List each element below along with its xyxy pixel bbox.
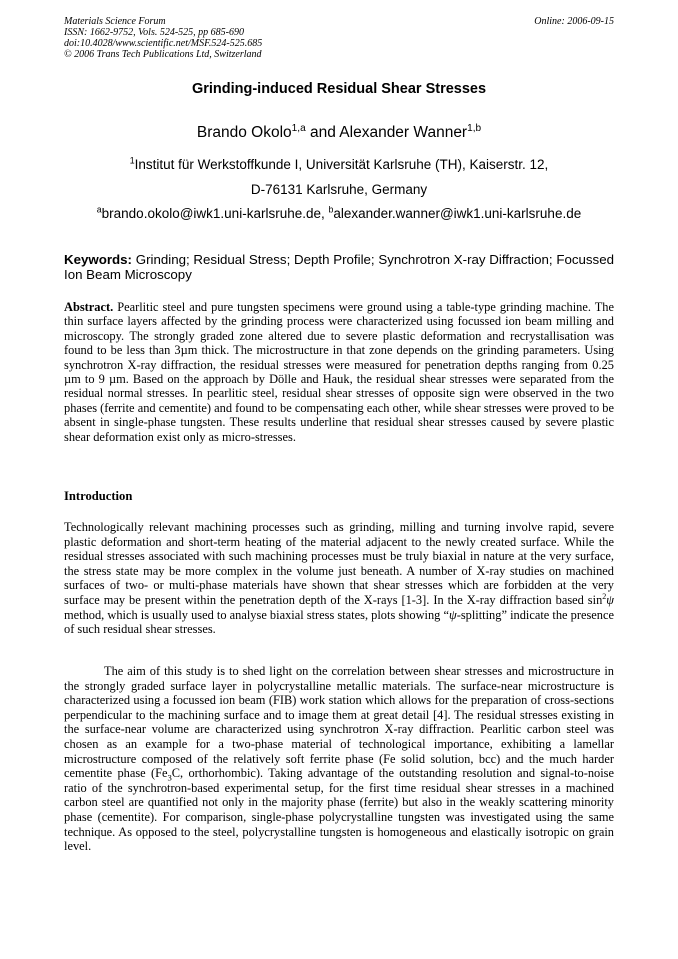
intro-p1-sup: 2 (602, 591, 607, 601)
email-mark-b: b (328, 204, 334, 215)
intro-paragraph-1 (64, 520, 614, 637)
journal-name: Materials Science Forum (64, 16, 166, 27)
paper-title: Grinding-induced Residual Shear Stresses (191, 81, 487, 97)
intro-p2-sub: 3 (167, 772, 172, 783)
intro-paragraph-2 (64, 664, 614, 854)
affiliation-mark: 1 (129, 155, 135, 166)
author-2: Alexander Wanner (339, 124, 468, 141)
intro-p1-text-b: method, which is usually used to analyse biaxial stress states, plots showing “ (64, 607, 449, 622)
email-mark-a: a (96, 204, 102, 215)
email-b: alexander.wanner@iwk1.uni-karlsruhe.de (333, 206, 582, 221)
journal-copyright: © 2006 Trans Tech Publications Ltd, Switzerland (64, 49, 262, 60)
author-conjunction: and (305, 124, 340, 141)
abstract-text: Pearlitic steel and pure tungsten specimens were ground using a table-type grinding machine. The thin surface layers affected by the grinding process were characterized using focussed ion beam milling and microscopy. The strongly graded zone altered due to severe plastic deformation and recrystallisation was found to be less than 3µm thick. The microstructure in that zone depends on the grinding parameters. Using synchrotron X-ray diffraction, the residual stresses were measured for penetration depths ranging from 0.25 µm to 9 µm. Based on the approach by Dölle and Hauk, the residual shear stresses were separated from the residual normal stresses. In pearlitic steel, residual shear stresses of opposite sign were observed in the two phases (ferrite and cementite) and found to be compensating each other, while shear stresses were proved to be absent in single-phase tungsten. These results underline that residual shear stresses caused by severe plastic shear deformation exist only as micro-stresses. (64, 300, 614, 444)
author-2-affil-mark: 1,b (467, 122, 482, 134)
journal-doi: doi:10.4028/www.scientific.net/MSF.524-525.685 (64, 38, 263, 49)
affiliation-line-2: D-76131 Karlsruhe, Germany (250, 182, 428, 197)
affiliation-line-1 (0, 157, 678, 172)
keywords-text: Grinding; Residual Stress; Depth Profile; Synchrotron X-ray Diffraction; Focussed Ion Beam Microscopy (64, 252, 614, 282)
journal-issn: ISSN: 1662-9752, Vols. 524-525, pp 685-690 (64, 27, 244, 38)
email-line (0, 206, 678, 221)
journal-header (64, 16, 262, 60)
keywords (64, 252, 614, 282)
section-heading-introduction: Introduction (64, 489, 133, 503)
intro-p1-text-a: Technologically relevant machining processes such as grinding, milling and turning involve rapid, severe plastic deformation and short-term heating of the material adjacent to the newly created surface. While the residual stresses associated with such machining processes must be truly biaxial in nature at the very surface, the stress state may be more complex in the volume just beneath. A number of X-ray studies on machined surfaces of two- or multi-phase materials have shown that shear stresses which are forbidden at the very surface may be present within the penetration depth of the X-rays [1-3]. In the X-ray diffraction based sin (64, 520, 614, 607)
intro-p2-text-b: C, orthorhombic). Taking advantage of the outstanding resolution and signal-to-noise ratio of the synchrotron-based experimental setup, for the first time residual shear stresses in a machined carbon steel are quantified not only in the majority phase (ferrite) but also in the weakly scattering minority phase (cementite). For comparison, single-phase polycrystalline tungsten was investigated using the same technique. As opposed to the steel, polycrystalline tungsten is homogeneous and elastically isotropic on grain level. (64, 766, 614, 854)
online-date: Online: 2006-09-15 (534, 16, 614, 27)
intro-p1-psi: ψ (606, 592, 614, 607)
intro-p1-psi-2: ψ (449, 607, 457, 622)
keywords-label: Keywords: (64, 252, 132, 267)
email-a: brando.okolo@iwk1.uni-karlsruhe.de, (101, 206, 329, 221)
author-1: Brando Okolo (196, 124, 292, 141)
intro-p1-text-c: -splitting” indicate the presence of such residual shear stresses. (64, 607, 614, 637)
abstract (64, 300, 614, 444)
affiliation-institute: Institut für Werkstoffkunde I, Universität Karlsruhe (TH), Kaiserstr. 12, (134, 157, 549, 172)
author-line (0, 124, 678, 142)
abstract-label: Abstract. (64, 300, 114, 314)
intro-p2-text-a: The aim of this study is to shed light on the correlation between shear stresses and microstructure in the strongly graded surface layer in polycrystalline metallic materials. The surface-near microstructure is characterized using a focussed ion beam (FIB) work station which allows for the preparation of cross-sections perpendicular to the machining surface and to image them at great detail [4]. The residual stresses existing in the surface-near volume are characterized using synchrotron X-ray diffraction. Pearlitic carbon steel was chosen as an example for a two-phase material of technological importance, exhibiting a lamellar microstructure composed of the relatively soft ferrite phase (Fe solid solution, bcc) and the much harder cementite phase (Fe (64, 664, 614, 781)
author-1-affil-mark: 1,a (291, 122, 306, 134)
